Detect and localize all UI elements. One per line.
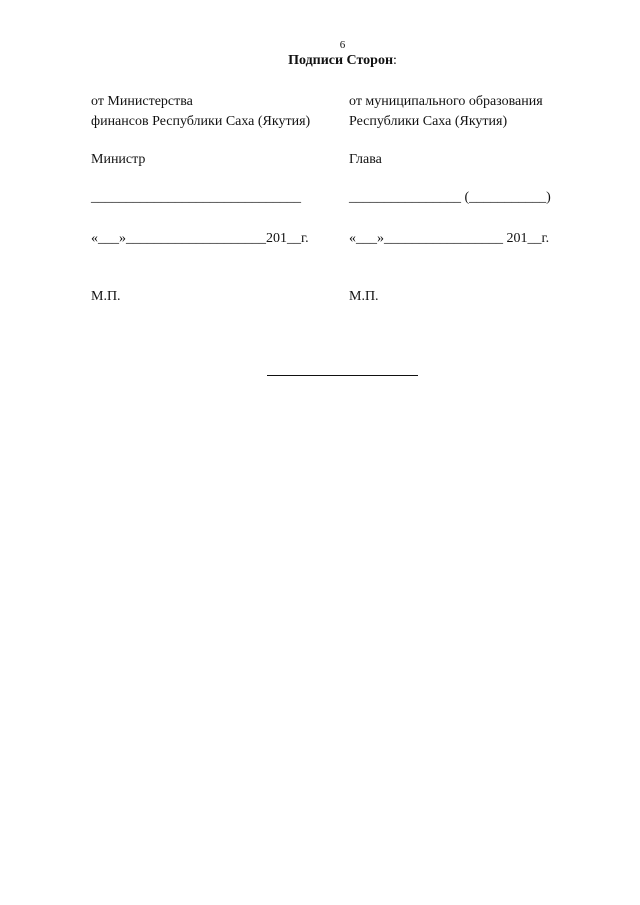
left-date-line: «___»____________________201__г. [91,231,309,246]
end-of-document-rule [267,375,418,376]
heading-text: Подписи Сторон [288,53,394,68]
left-position: Министр [91,152,146,167]
right-party [349,92,599,132]
right-signature-line: ________________ (___________) [349,190,551,205]
left-party-line2: финансов Республики Саха (Якутия) [91,114,311,129]
left-party [91,92,341,132]
signatures-heading [0,52,640,70]
right-party-line1: от муниципального образования [349,94,543,109]
right-seal-mark: М.П. [349,289,379,304]
heading-colon: : [393,53,397,68]
left-seal-mark: М.П. [91,289,121,304]
right-party-line2: Республики Саха (Якутия) [349,114,508,129]
right-date-line: «___»_________________ 201__г. [349,231,550,246]
left-party-line1: от Министерства [91,94,193,109]
right-position: Глава [349,152,382,167]
page-number: 6 [339,39,346,51]
left-signature-line: ______________________________ [91,190,301,205]
